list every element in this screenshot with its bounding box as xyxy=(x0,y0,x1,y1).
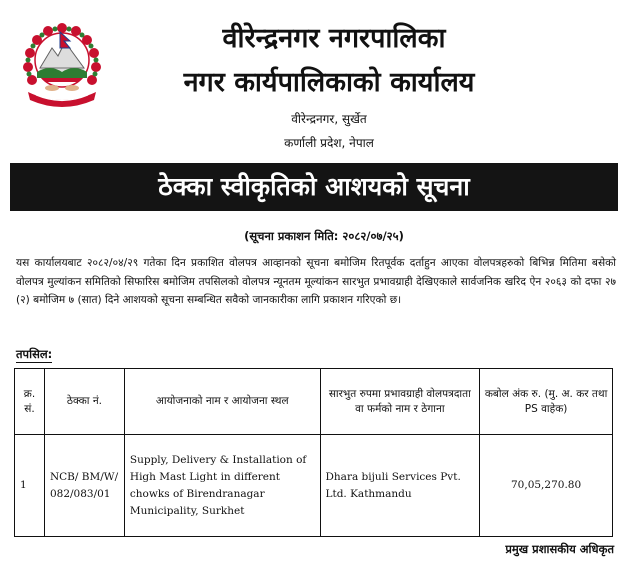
section-label: तपसिल: xyxy=(16,347,53,361)
municipality-title: वीरेन्द्रनगर नगरपालिका xyxy=(222,23,446,54)
cell-project: Supply, Delivery & Installation of High Mast Light in different chowks of Birendranagar Municipality, Surkhet xyxy=(124,435,320,537)
notice-body: यस कार्यालयबाट २०८२/०४/२९ गतेका दिन प्रकाशित वोलपत्र आव्हानको सूचना बमोजिम रितपूर्वक दर्ताहुन आएका वोलपत्रहरुको बिभिन्न मितिमा बसेको वोलपत्र मुल्यांकन समितिको सिफारिस बमोजिम तपसिलको वोलपत्र न्यूनतम मूल्यांकन सारभुत प्रभावग्राही देखिएकाले सार्वजनिक खरिद ऐन २०६३ को दफा २७ (२) बमोजिम ७ (सात) दिने आशयको सूचना सम्बन्धित सवैको जानकारीका लागि प्रकाशन गरिएको छ। xyxy=(16,257,616,306)
office-title: नगर कार्यपालिकाको कार्यालय xyxy=(183,67,475,98)
notice-title-banner: ठेक्का स्वीकृतिको आशयको सूचना xyxy=(10,163,618,211)
header-bidder: सारभुत रुपमा प्रभावग्राही वोलपत्रदाता वा फर्मको नाम र ठेगाना xyxy=(320,369,480,435)
address-city: वीरेन्द्रनगर, सुर्खेत xyxy=(291,112,367,126)
header-sn: क्र. सं. xyxy=(15,369,45,435)
award-table xyxy=(14,368,613,537)
table-header-row xyxy=(15,369,613,435)
header-contract-no: ठेक्का नं. xyxy=(44,369,124,435)
cell-contract-no: NCB/ BM/W/ 082/083/01 xyxy=(44,435,124,537)
signature-title: प्रमुख प्रशासकीय अधिकृत xyxy=(505,542,614,556)
address-province: कर्णाली प्रदेश, नेपाल xyxy=(284,136,374,150)
table-row xyxy=(15,435,613,537)
cell-amount: 70,05,270.80 xyxy=(480,435,613,537)
cell-bidder: Dhara bijuli Services Pvt. Ltd. Kathmandu xyxy=(320,435,480,537)
header-project: आयोजनाको नाम र आयोजना स्थल xyxy=(124,369,320,435)
publish-date: (सूचना प्रकाशन मिति: २०८२/०७/२५) xyxy=(244,229,404,243)
header-amount: कबोल अंक रु. (मु. अ. कर तथा PS वाहेक) xyxy=(480,369,613,435)
cell-sn: 1 xyxy=(15,435,45,537)
